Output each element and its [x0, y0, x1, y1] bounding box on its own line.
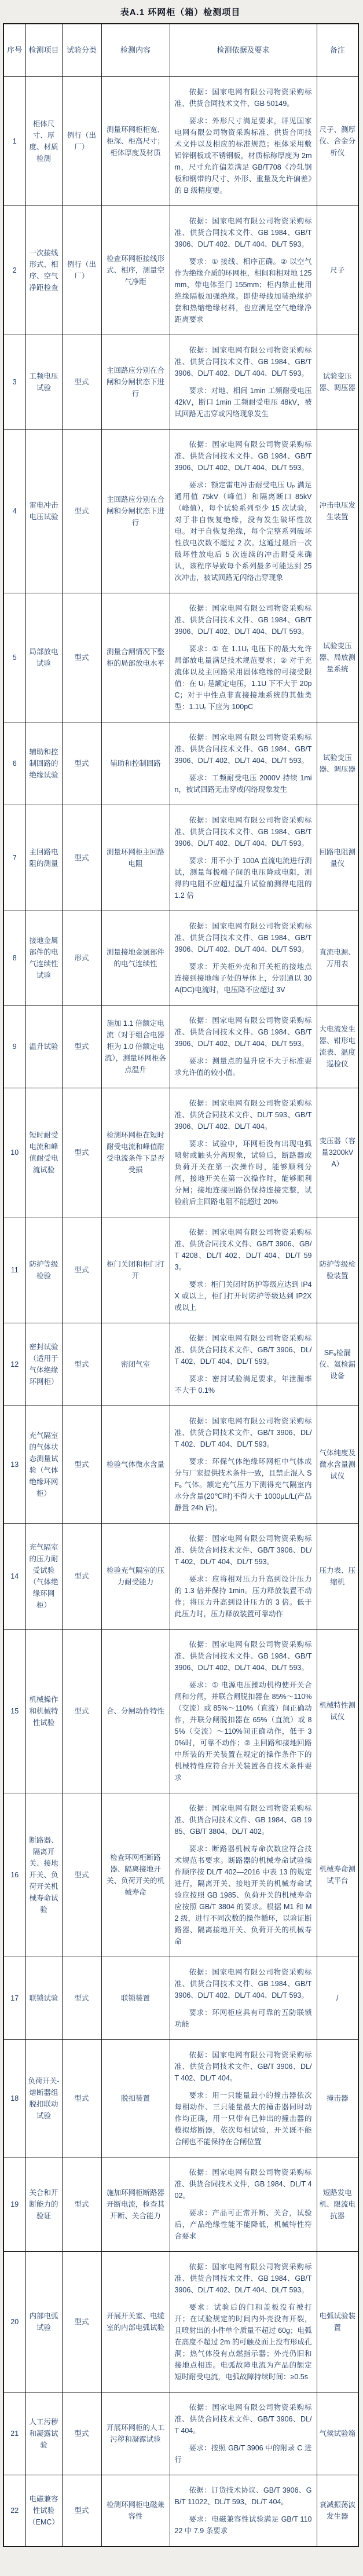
basis-paragraph: 依据：国家电网有限公司物资采购标准、供货合同技术文件、GB/T 3906、DL/T 404。 [174, 2403, 312, 2435]
remark: 短路发电机、限流电抗器 [317, 2157, 358, 2252]
row-number: 3 [3, 335, 25, 430]
item-name: 内部电弧试验 [25, 2252, 62, 2392]
basis-and-requirements [170, 1957, 317, 2040]
test-category: 型式 [62, 593, 101, 722]
basis-paragraph: 依据：国家电网有限公司物资采购标准、供货合同技术文件、GB 1984、GB/T 3906、DL/T 402、DL/T 404、DL/T 593。 [174, 441, 312, 472]
basis-paragraph: 要求：① 电源电压操动机构使开关合闸和分闸，并联合闸脱扣器在 85%～110%（交流）或 85%～110%（直流）间正确动作，并联分闸脱扣器在 65%（直流）或 85%（交流）～110%间正确动作，低于 30%时，可靠不动作；② 主回路和接地回路中所装的开关装置在规定的操作条件下的机械特性应符合开关装置各自技术条件要求 [174, 1681, 312, 1782]
row-number: 2 [3, 206, 25, 335]
basis-and-requirements [170, 1006, 317, 1088]
table-row [3, 805, 358, 911]
item-name: 断路器、隔离开关、接地开关、负荷开关机械寿命试验 [25, 1793, 62, 1957]
basis-and-requirements [170, 1323, 317, 1406]
row-number: 21 [3, 2392, 25, 2475]
test-content: 检测环网柜在短时耐受电流和峰值耐受电流条件下是否受损 [101, 1088, 170, 1217]
test-content: 联锁装置 [101, 1957, 170, 2040]
test-category: 型式 [62, 805, 101, 911]
item-name: 短时耐受电流和峰值耐受电流试验 [25, 1088, 62, 1217]
basis-paragraph: 依据：国家电网有限公司物资采购标准、供货合同技术文件、GB/T 3906、DL/T 402、DL/T 404、DL/T 593。 [174, 1334, 312, 1366]
basis-paragraph: 依据：国家电网有限公司物资采购标准、供货合同技术文件、GB 1984、GB/T 3906、DL/T 402、DL/T 404、DL/T 593。 [174, 1968, 312, 1999]
table-row [3, 2252, 358, 2392]
basis-paragraph: 要求：产品可正常开断、关合，试验后，产品绝缘性能不能降低，机械特性符合要求 [174, 2209, 312, 2240]
item-name: 温升试验 [25, 1006, 62, 1088]
column-header-4: 检测依据及要求 [170, 24, 317, 77]
table-row [3, 430, 358, 593]
row-number: 1 [3, 77, 25, 206]
row-number: 20 [3, 2252, 25, 2392]
table-row [3, 1217, 358, 1323]
basis-paragraph: 要求：用不小于 100A 直流电流进行测试，测量每极端子间的电压降或电阻，测得的电阻不应超过温升试验前测得电阻的 1.2 倍 [174, 857, 312, 900]
remark: 试验变压器、调压器 [317, 722, 358, 805]
basis-paragraph: 依据：国家电网有限公司物资采购标准、供货合同技术文件、GB 1984、GB/T 3906、DL/T 402、DL/T 404、DL/T 593。 [174, 733, 312, 765]
test-category: 型式 [62, 1217, 101, 1323]
basis-and-requirements [170, 2040, 317, 2157]
inspection-table [3, 23, 359, 2547]
basis-paragraph: 要求：按照 GB/T 3906 中的附录 C 进行 [174, 2444, 312, 2464]
basis-paragraph: 依据：国家电网有限公司物资采购标准、供货合同技术文件、GB 1984、GB/T 3906、DL/T 402、DL/T 404、DL/T 593。 [174, 816, 312, 847]
test-content: 施加环网柜断路器开断电流，检查其开断、关合能力 [101, 2157, 170, 2252]
remark: 冲击电压发生装置 [317, 430, 358, 593]
basis-paragraph: 依据：国家电网有限公司物资采购标准、供货合同技术文件、GB 1984、GB/T 3906、DL/T 402、DL/T 404、DL/T 593。 [174, 2263, 312, 2294]
table-row [3, 2475, 358, 2547]
item-name: 一次接线形式、相序、空气净距检查 [25, 206, 62, 335]
table-row [3, 1793, 358, 1957]
basis-and-requirements [170, 77, 317, 206]
table-row [3, 1630, 358, 1793]
remark: 大电流发生器、钳形电流表、温度巡检仪 [317, 1006, 358, 1088]
basis-and-requirements [170, 2252, 317, 2392]
column-header-2: 试验分类 [62, 24, 101, 77]
test-content: 施加 1.1 倍额定电流（对于组合电器柜为 1.0 倍额定电流），测量环网柜各点温升 [101, 1006, 170, 1088]
basis-and-requirements [170, 1406, 317, 1524]
basis-and-requirements [170, 430, 317, 593]
basis-and-requirements [170, 1630, 317, 1793]
column-header-0: 序号 [3, 24, 25, 77]
remark: 试验变压器、局放测量系统 [317, 593, 358, 722]
table-header-row [3, 24, 358, 77]
test-content: 密闭气室 [101, 1323, 170, 1406]
basis-paragraph: 依据：国家电网有限公司物资采购标准、供货合同技术文件、GB 1984、GB/T 3906、DL/T 402、DL/T 404、DL/T 593。 [174, 604, 312, 636]
test-category: 形式 [62, 911, 101, 1006]
basis-and-requirements [170, 1524, 317, 1630]
test-category: 型式 [62, 430, 101, 593]
test-content: 测量接地金属部件的电气连续性 [101, 911, 170, 1006]
item-name: 机械操作和机械特性试验 [25, 1630, 62, 1793]
remark: 尺子、测厚仪、合金分析仪 [317, 77, 358, 206]
test-content: 检验充气隔室的压力耐受能力 [101, 1524, 170, 1630]
test-content: 开展环网柜的人工污秽和凝露试验 [101, 2392, 170, 2475]
basis-and-requirements [170, 1793, 317, 1957]
table-row [3, 1957, 358, 2040]
test-content: 主回路应分别在合闸和分闸状态下进行 [101, 430, 170, 593]
row-number: 18 [3, 2040, 25, 2157]
test-category: 型式 [62, 2392, 101, 2475]
table-row [3, 722, 358, 805]
table-row [3, 1088, 358, 1217]
basis-paragraph: 依据：国家电网有限公司物资采购标准、供货合同技术文件、GB 1984、GB 1985、GB/T 3804、DL/T 402。 [174, 1804, 312, 1836]
item-name: 充气隔室的压力耐受试验（气体绝缘环网柜） [25, 1524, 62, 1630]
basis-paragraph: 要求：密封试验满足要求，年泄漏率不大于 0.1% [174, 1375, 312, 1395]
row-number: 8 [3, 911, 25, 1006]
remark: 衰减振荡波发生器 [317, 2475, 358, 2547]
test-content: 开展开关室、电缆室的内部电弧试验 [101, 2252, 170, 2392]
table-row [3, 1406, 358, 1524]
basis-and-requirements [170, 1217, 317, 1323]
table-row [3, 2392, 358, 2475]
row-number: 6 [3, 722, 25, 805]
basis-and-requirements [170, 593, 317, 722]
table-row [3, 2157, 358, 2252]
row-number: 5 [3, 593, 25, 722]
table-row [3, 1323, 358, 1406]
basis-and-requirements [170, 2475, 317, 2547]
row-number: 4 [3, 430, 25, 593]
test-category: 型式 [62, 1323, 101, 1406]
test-content: 检测环网柜电磁兼容性 [101, 2475, 170, 2547]
column-header-1: 检测项目 [25, 24, 62, 77]
basis-paragraph: 依据：国家电网有限公司物资采购标准、供货合同技术文件、GB 1984、GB/T 3906、DL/T 402、DL/T 404、DL/T 593。 [174, 922, 312, 953]
test-category: 型式 [62, 1630, 101, 1793]
test-category: 型式 [62, 1006, 101, 1088]
item-name: 充气隔室的气体状态测量试验（气体绝缘环网柜） [25, 1406, 62, 1524]
test-category: 型式 [62, 2252, 101, 2392]
table-row [3, 911, 358, 1006]
basis-and-requirements [170, 2392, 317, 2475]
test-content: 检查环网柜接线形式、相序，测量空气净距 [101, 206, 170, 335]
basis-and-requirements [170, 722, 317, 805]
basis-paragraph: 依据：国家电网有限公司物资采购标准、供货合同技术文件、GB 1984、GB/T 3906、DL/T 402、DL/T 404、DL/T 593。 [174, 346, 312, 377]
row-number: 9 [3, 1006, 25, 1088]
basis-paragraph: 依据：国家电网有限公司物资采购标准、供货合同技术文件、DL/T 593、GB/T 3906、DL/T 402、DL/T 404。 [174, 1099, 312, 1131]
basis-paragraph: 要求：用一只能量最小的撞击器依次每相动作、三只能量最大的撞击器同时动作均正确，用一只带有已伸出的撞击器的模拟熔断器，依次每相试验，开关既不能合闸也不能保持在合闸位置 [174, 2091, 312, 2146]
basis-and-requirements [170, 2157, 317, 2252]
item-name: 人工污秽和凝露试验 [25, 2392, 62, 2475]
table-title: 表A.1 环网柜（箱）检测项目 [120, 8, 241, 17]
basis-paragraph: 依据：国家电网有限公司物资采购标准、供货合同技术文件、GB/T 3906、DL/T 402、DL/T 404。 [174, 2051, 312, 2082]
remark: 防护等级检验装置 [317, 1217, 358, 1323]
column-header-5: 备注 [317, 24, 358, 77]
row-number: 13 [3, 1406, 25, 1524]
item-name: 密封试验（适用于气体绝缘环网柜） [25, 1323, 62, 1406]
remark: 压力表、压缩机 [317, 1524, 358, 1630]
item-name: 负荷开关-熔断器组脱扣联动试验 [25, 2040, 62, 2157]
basis-paragraph: 要求：对地、相间 1min 工频耐受电压 42kV，断口 1min 工频耐受电压 48kV，被试回路无击穿或闪络现象发生 [174, 387, 312, 418]
table-row [3, 335, 358, 430]
basis-paragraph: 要求：断路器机械寿命次数应符合技术规范书要求。断路器的机械寿命试验操作顺序按 DL/T 402—2016 中表 13 的规定进行，隔离开关、接地开关的机械寿命试验应按照 GB 1985、负荷开关的机械寿命应按照 GB/T 3804 的要求。根据 M1 和 M2 级，进行不同次数的操作循环，以验证断路器、隔离接地开关、负荷开关的机械寿命 [174, 1845, 312, 1946]
basis-and-requirements [170, 911, 317, 1006]
table-row [3, 593, 358, 722]
basis-paragraph: 依据：国家电网有限公司物资采购标准、供货合同技术文件、GB 1984、GB/T 3906、DL/T 402、DL/T 404、DL/T 593。 [174, 1017, 312, 1048]
test-content: 检验气体微水含量 [101, 1406, 170, 1524]
row-number: 10 [3, 1088, 25, 1217]
test-category: 型式 [62, 1524, 101, 1630]
test-content: 测量合闸情况下整柜的局部放电水平 [101, 593, 170, 722]
table-row [3, 77, 358, 206]
basis-paragraph: 要求：试验后的门和盖板没有被打开；在试验规定的时间内外壳没有开裂，且喷射出的小件单个质量不超过 60g；电弧在高度不超过 2m 的可触及面上没有形成孔洞；热气体没有点燃指示器；外壳仍旧和接地点相连。电弧故障电流为产品的额定短时耐受电流，电弧故障持续时间：≥0.5s [174, 2303, 312, 2381]
test-category: 例行（出厂） [62, 206, 101, 335]
test-content: 脱扣装置 [101, 2040, 170, 2157]
row-number: 22 [3, 2475, 25, 2547]
row-number: 7 [3, 805, 25, 911]
table-row [3, 2040, 358, 2157]
remark: 机械特性测试仪 [317, 1630, 358, 1793]
test-content: 柜门关闭和柜门打开 [101, 1217, 170, 1323]
remark: 机械寿命测试平台 [317, 1793, 358, 1957]
table-row [3, 1006, 358, 1088]
test-category: 型式 [62, 2040, 101, 2157]
test-content: 检查环网柜断路器、隔离接地开关、负荷开关的机械寿命 [101, 1793, 170, 1957]
basis-paragraph: 依据：国家电网有限公司物资采购标准、供货合同技术文件、GB/T 3906、DL/T 402、DL/T 404、DL/T 593。 [174, 1417, 312, 1448]
test-category: 型式 [62, 1957, 101, 2040]
test-category: 型式 [62, 1793, 101, 1957]
item-name: 工频电压试验 [25, 335, 62, 430]
basis-and-requirements [170, 206, 317, 335]
remark: 气体纯度及微水含量测试仪 [317, 1406, 358, 1524]
basis-paragraph: 依据：国家电网有限公司物资采购标准、供货合同技术文件、GB 50149。 [174, 88, 312, 108]
row-number: 15 [3, 1630, 25, 1793]
test-content: 测量环网柜主回路电阻 [101, 805, 170, 911]
item-name: 联锁试验 [25, 1957, 62, 2040]
item-name: 防护等级检验 [25, 1217, 62, 1323]
row-number: 11 [3, 1217, 25, 1323]
basis-and-requirements [170, 805, 317, 911]
basis-paragraph: 要求：额定雷电冲击耐受电压 Uₚ 满足通用值 75kV（峰值）和隔离断口 85kV（峰值），每个试验系列至少 15 次试验，对于非自恢复绝缘，没有发生破坏性放电。对于自恢复绝缘，每个完整系列破坏性放电次数不超过 2 次。这通过最后一次破坏性放电后 5 次连续的冲击耐受来确认，该程序导致每个系列最多可能达到 25 次冲击，被试回路无闪络击穿现象 [174, 481, 312, 582]
row-number: 16 [3, 1793, 25, 1957]
basis-paragraph: 要求：开关柜外壳和开关柜的接地点连接到接地端子处的导体上，分别通以 30A(DC)电流时，电压降不应超过 3V [174, 963, 312, 994]
test-category: 型式 [62, 335, 101, 430]
test-content: 辅助和控制回路 [101, 722, 170, 805]
remark: 试验变压器、调压器 [317, 335, 358, 430]
basis-paragraph: 要求：测量点的温升应不大于标准要求允许值的较小值。 [174, 1057, 312, 1077]
table-row [3, 206, 358, 335]
remark: 直流电源、万用表 [317, 911, 358, 1006]
test-content: 合、分闸动作特性 [101, 1630, 170, 1793]
basis-paragraph: 依据：订货技术协议、GB/T 3906、GB/T 11022、DL/T 593、DL/T 404。 [174, 2486, 312, 2506]
item-name: 雷电冲击电压试验 [25, 430, 62, 593]
row-number: 19 [3, 2157, 25, 2252]
remark: 变压器（容量3200kVA） [317, 1088, 358, 1217]
basis-paragraph: 要求：外形尺寸满足要求，详见国家电网有限公司物资采购标准、供货合同技术文件以及相应的标准规范；柜体采用敷铝锌钢板或不锈钢板，材质标称厚度为 2mm，尺寸允许偏差满足 GB/T708《冷轧钢板和钢带的尺寸、外形、重量及允许偏差》的 B 级精度要。 [174, 117, 312, 195]
basis-paragraph: 要求：电磁兼容性试验满足 GB/T 11022 中 7.9 条要求 [174, 2515, 312, 2535]
remark: 尺子 [317, 206, 358, 335]
basis-paragraph: 依据：国家电网有限公司物资采购标准、供货合同技术文件、GB/T 3906、GB/T 4208、DL/T 402、DL/T 404、DL/T 593。 [174, 1228, 312, 1271]
basis-paragraph: 要求：柜门关闭时防护等级应达到 IP4X 或以上，柜门打开时防护等级达到 IP2X 或以上 [174, 1280, 312, 1312]
test-category: 型式 [62, 2157, 101, 2252]
basis-paragraph: 依据：国家电网有限公司物资采购标准、供货合同技术文件、GB 1984、GB/T 3906、DL/T 402、DL/T 404、DL/T 593。 [174, 1641, 312, 1672]
item-name: 主回路电阻的测量 [25, 805, 62, 911]
table-row [3, 1524, 358, 1630]
item-name: 柜体尺寸、厚度、材质检测 [25, 77, 62, 206]
test-content: 测量环网柜柜宽、柜深、柜高尺寸；柜体厚度及材质 [101, 77, 170, 206]
remark: 电弧试验装置 [317, 2252, 358, 2392]
remark: 撞击器 [317, 2040, 358, 2157]
basis-paragraph: 依据：国家电网有限公司物资采购标准、供货合同技术文件、GB 1984、GB/T 3906、DL/T 402、DL/T 404、DL/T 593。 [174, 217, 312, 248]
basis-paragraph: 要求：环网柜应具有可靠的五防联锁功能 [174, 2009, 312, 2028]
test-category: 例行（出厂） [62, 77, 101, 206]
remark: SF₆检漏仪、氦检漏设备 [317, 1323, 358, 1406]
row-number: 17 [3, 1957, 25, 2040]
basis-paragraph: 要求：应将相对压力升高到设计压力的 1.3 倍并保持 1min。压力释放装置不动作；将压力升高到设计压力的 3 倍。低于此压力时，压力释放装置可靠动作 [174, 1575, 312, 1618]
basis-paragraph: 依据：国家电网有限公司物资采购标准、供货合同技术文件，GB 1984、DL/T 402。 [174, 2168, 312, 2200]
item-name: 接地金属部件的电气连续性试验 [25, 911, 62, 1006]
basis-paragraph: 要求：环保气体绝缘环网柜中气体成分与厂家提供技术条件一致，且禁止混入 SF₆ 气体。额定充气压力下测得充气隔室内水分含量(20℃时)不得大于 1000μL/L(产品静置 24h 后)。 [174, 1458, 312, 1512]
basis-paragraph: 要求：① 接线、相序正确。② 以空气作为绝缘介质的环网柜，相间和相对地 125mm，带电体至门 155mm；柜内禁止使用绝缘隔板加强绝缘。即使母线加装绝缘护套和热缩绝缘材料，也应满足空气绝缘净距离要求 [174, 258, 312, 324]
remark: 回路电阻测量仪 [317, 805, 358, 911]
column-header-3: 检测内容 [101, 24, 170, 77]
test-category: 型式 [62, 722, 101, 805]
item-name: 辅助和控制回路的绝缘试验 [25, 722, 62, 805]
basis-and-requirements [170, 1088, 317, 1217]
basis-paragraph: 要求：① 在 1.1Uᵣ 电压下的最大允许局部放电量满足技术规范要求；② 对于充流体以及主回路采用固体绝缘的可接受限值：在 Uᵣ 是额定电压，1.1U 下不大于 20pC；对于中性点非直接接地系统的其他类型：1.1Uᵣ 下应为 100pC [174, 645, 312, 711]
basis-and-requirements [170, 335, 317, 430]
row-number: 14 [3, 1524, 25, 1630]
item-name: 关合和开断能力的验证 [25, 2157, 62, 2252]
row-number: 12 [3, 1323, 25, 1406]
item-name: 局部放电试验 [25, 593, 62, 722]
test-content: 主回路应分别在合闸和分闸状态下进行 [101, 335, 170, 430]
test-category: 型式 [62, 1088, 101, 1217]
remark: 气候试验箱 [317, 2392, 358, 2475]
remark: / [317, 1957, 358, 2040]
test-category: 型式 [62, 2475, 101, 2547]
basis-paragraph: 要求：工频耐受电压 2000V 持续 1min，被试回路无击穿或闪络现象发生 [174, 774, 312, 794]
item-name: 电磁兼容性试验（EMC） [25, 2475, 62, 2547]
basis-paragraph: 要求：试验中，环网柜没有出现电弧喷射或触头分离现象，试验后，断路器或负荷开关在第一次操作时，能够顺利分闸，接地开关在第一次操作时，能够顺利分闸；接地连接回路仍保持连接完整，试验前后主回路电阻不能超过 20% [174, 1140, 312, 1206]
basis-paragraph: 依据：国家电网有限公司物资采购标准、供货合同技术文件、GB/T 3906、DL/T 402、DL/T 404、DL/T 593。 [174, 1535, 312, 1566]
test-category: 型式 [62, 1406, 101, 1524]
